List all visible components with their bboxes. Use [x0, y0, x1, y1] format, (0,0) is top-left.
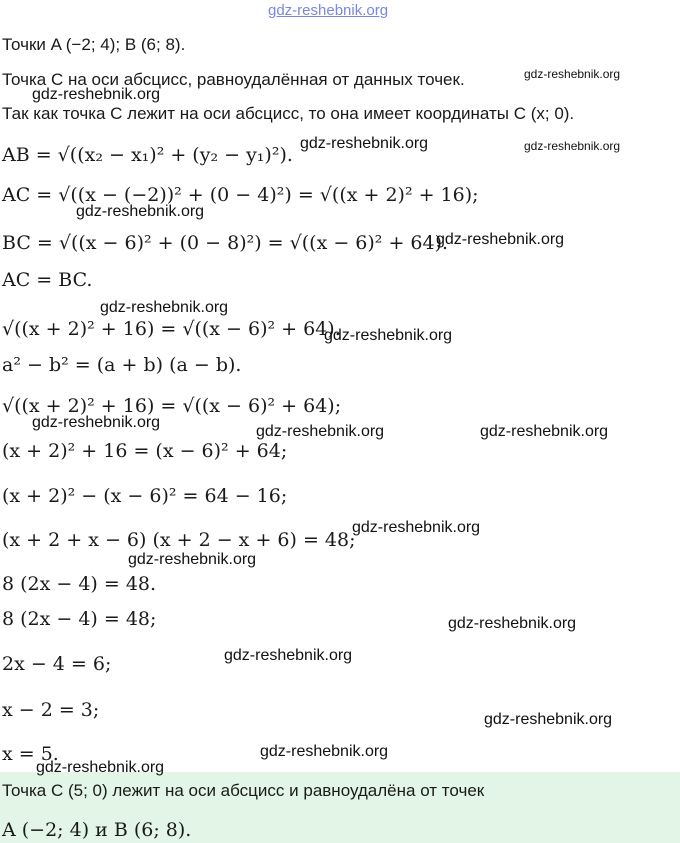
- watermark: gdz-reshebnik.org: [480, 423, 609, 440]
- watermark: gdz-reshebnik.org: [352, 519, 481, 536]
- watermark: gdz-reshebnik.org: [524, 67, 621, 81]
- watermark: gdz-reshebnik.org: [128, 551, 257, 568]
- equation-roots-2: √((x + 2)² + 16) = √((x − 6)² + 64);: [2, 395, 342, 417]
- watermark: gdz-reshebnik.org: [32, 86, 161, 103]
- answer-line-2: A (−2; 4) и B (6; 8).: [2, 819, 192, 841]
- watermark: gdz-reshebnik.org: [300, 135, 429, 152]
- answer-line-1: Точка C (5; 0) лежит на оси абсцисс и равноудалёна от точек: [2, 781, 485, 800]
- watermark: gdz-reshebnik.org: [256, 423, 385, 440]
- ac-formula: AC = √((x − (−2))² + (0 − 4)²) = √((x + 2)² + 16);: [2, 184, 479, 206]
- given-points: Точки A (−2; 4); B (6; 8).: [2, 35, 186, 54]
- reasoning-line: Так как точка C лежит на оси абсцисс, то она имеет координаты C (x; 0).: [2, 104, 575, 123]
- simplified-equation: 8 (2x − 4) = 48.: [2, 573, 157, 595]
- header-watermark[interactable]: gdz-reshebnik.org: [268, 2, 389, 19]
- squared-equation: (x + 2)² + 16 = (x − 6)² + 64;: [2, 440, 288, 462]
- problem-condition: Точка C на оси абсцисс, равноудалённая от данных точек.: [2, 70, 465, 89]
- solution-x: x = 5.: [2, 743, 59, 765]
- distance-formula: AB = √((x₂ − x₁)² + (y₂ − y₁)²).: [2, 144, 293, 166]
- rearranged-equation: (x + 2)² − (x − 6)² = 64 − 16;: [2, 485, 288, 507]
- bc-formula: BC = √((x − 6)² + (0 − 8)²) = √((x − 6)² + 64).: [2, 232, 449, 254]
- watermark: gdz-reshebnik.org: [324, 327, 453, 344]
- watermark: gdz-reshebnik.org: [36, 759, 165, 776]
- watermark: gdz-reshebnik.org: [76, 203, 205, 220]
- watermark: gdz-reshebnik.org: [100, 299, 229, 316]
- simplified-equation-2: 8 (2x − 4) = 48;: [2, 608, 157, 630]
- watermark: gdz-reshebnik.org: [436, 231, 565, 248]
- watermark: gdz-reshebnik.org: [524, 139, 621, 153]
- watermark: gdz-reshebnik.org: [260, 743, 389, 760]
- difference-of-squares: a² − b² = (a + b) (a − b).: [2, 354, 242, 376]
- equation-roots: √((x + 2)² + 16) = √((x − 6)² + 64).: [2, 318, 341, 340]
- factored-equation: (x + 2 + x − 6) (x + 2 − x + 6) = 48;: [2, 529, 356, 551]
- step-x-minus-2: x − 2 = 3;: [2, 699, 100, 721]
- watermark: gdz-reshebnik.org: [224, 647, 353, 664]
- step-2x: 2x − 4 = 6;: [2, 653, 112, 675]
- watermark: gdz-reshebnik.org: [32, 414, 161, 431]
- watermark: gdz-reshebnik.org: [484, 711, 613, 728]
- watermark: gdz-reshebnik.org: [448, 615, 577, 632]
- equal-distances: AC = BC.: [2, 269, 93, 291]
